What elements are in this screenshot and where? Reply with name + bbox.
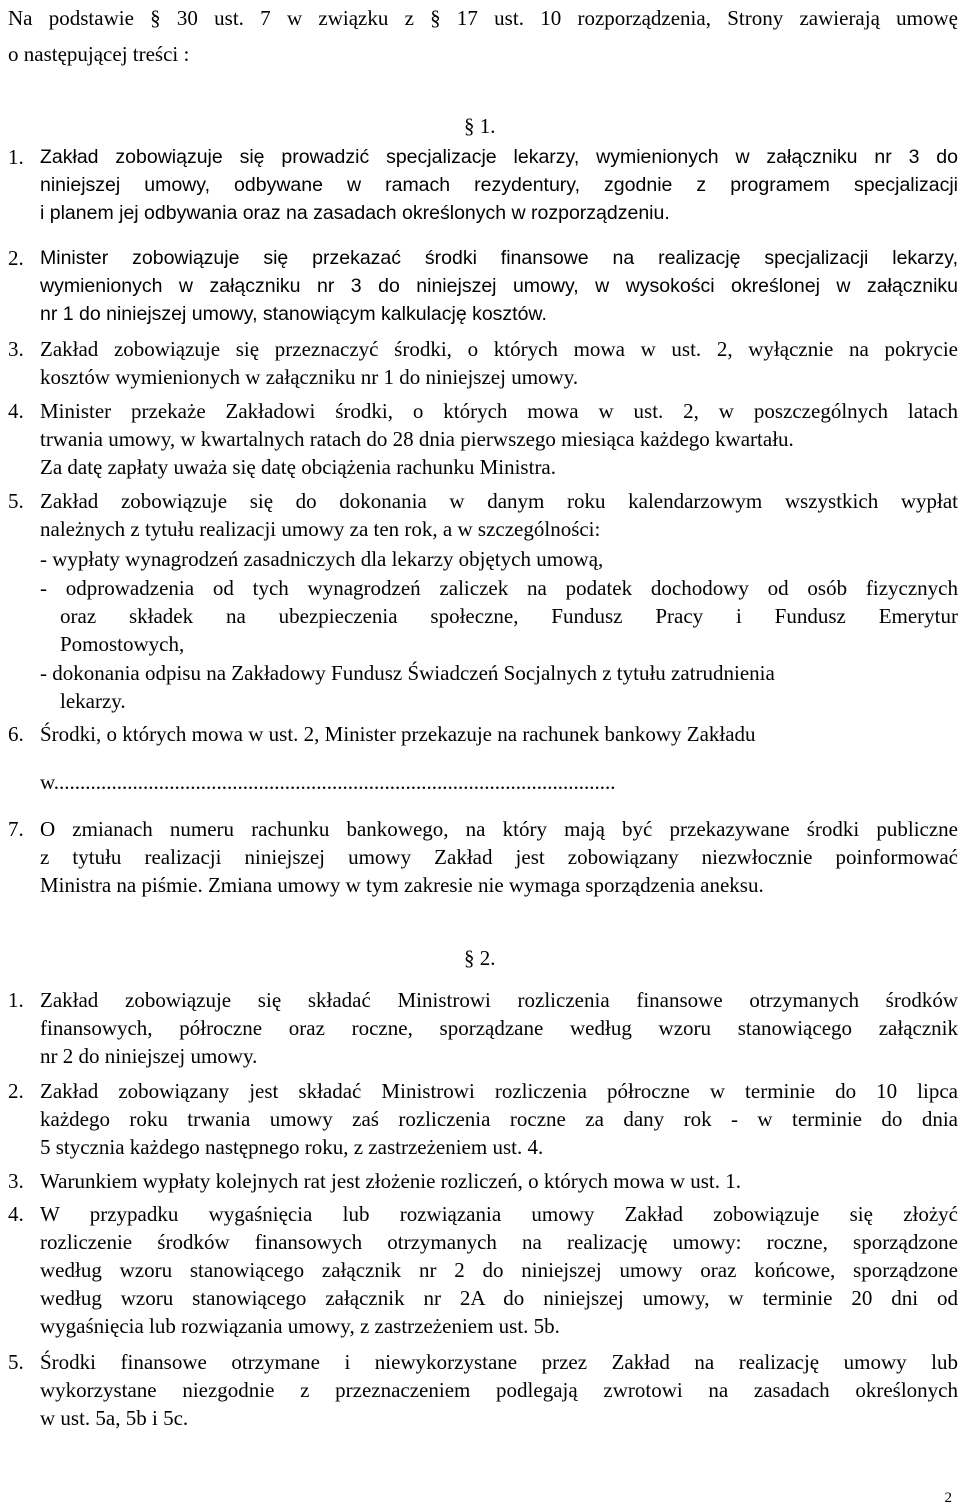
dash-item [40, 659, 958, 715]
text-line: Minister zobowiązuje się przekazać środki finansowe na realizację specjalizacji lekarzy, [40, 247, 958, 269]
dash-item [40, 574, 958, 658]
item-text [40, 1348, 958, 1432]
intro-line: o następującej treści : [8, 42, 190, 66]
text-line: Pomostowych, [60, 632, 185, 656]
intro-paragraph [8, 4, 958, 32]
item-text [40, 986, 958, 1070]
text-line: z tytułu realizacji niniejszej umowy Zakład jest zobowiązany niezwłocznie poinformować [40, 845, 958, 869]
text-line: należnych z tytułu realizacji umowy za ten rok, a w szczególności: [40, 517, 601, 541]
text-line: wykorzystane niezgodnie z przeznaczeniem podlegają zwrotowi na zasadach określonych [40, 1378, 958, 1402]
text-line: Warunkiem wypłaty kolejnych rat jest złożenie rozliczeń, o których mowa w ust. 1. [40, 1169, 742, 1193]
item-number: 5. [8, 489, 24, 513]
text-line: rozliczenie środków finansowych otrzymanych na realizację umowy: roczne, sporządzone [40, 1230, 958, 1254]
item-number: 7. [8, 817, 24, 841]
text-line: wymienionych w załączniku nr 3 do niniejszej umowy, w wysokości określonej w załączniku [40, 275, 958, 297]
text-line: Zakład zobowiązuje się prowadzić specjalizacje lekarzy, wymienionych w załączniku nr 3 do [40, 146, 958, 168]
text-line: Zakład zobowiązuje się składać Ministrowi rozliczenia finansowe otrzymanych środków [40, 988, 958, 1012]
intro-paragraph-end [8, 40, 958, 68]
text-line: Za datę zapłaty uważa się datę obciążenia rachunku Ministra. [40, 455, 557, 479]
page-number: 2 [944, 1490, 952, 1506]
item-text [40, 335, 958, 391]
text-line: i planem jej odbywania oraz na zasadach określonych w rozporządzeniu. [40, 202, 670, 224]
dash-item [40, 545, 958, 573]
section-heading-2: § 2. [464, 946, 496, 970]
item-number: 1. [8, 145, 24, 169]
bank-account-line: w........................................................................................................... [40, 770, 616, 794]
text-line: Zakład zobowiązuje się przeznaczyć środki, o których mowa w ust. 2, wyłącznie na pokrycie [40, 337, 958, 361]
item-text [40, 768, 958, 796]
text-line: lekarzy. [60, 689, 126, 713]
intro-line: Na podstawie § 30 ust. 7 w związku z § 17 ust. 10 rozporządzenia, Strony zawierają umowę [8, 6, 958, 30]
item-text [40, 720, 958, 748]
item-number: 5. [8, 1350, 24, 1374]
text-line: 5 stycznia każdego następnego roku, z zastrzeżeniem ust. 4. [40, 1135, 544, 1159]
text-line: oraz składek na ubezpieczenia społeczne, Fundusz Pracy i Fundusz Emerytur [60, 604, 958, 628]
text-line: O zmianach numeru rachunku bankowego, na który mają być przekazywane środki publiczne [40, 817, 958, 841]
text-line: Środki, o których mowa w ust. 2, Minister przekazuje na rachunek bankowy Zakładu [40, 722, 756, 746]
text-line: Zakład zobowiązuje się do dokonania w danym roku kalendarzowym wszystkich wypłat [40, 489, 958, 513]
item-number: 2. [8, 1079, 24, 1103]
item-text [40, 1200, 958, 1340]
text-line: każdego roku trwania umowy zaś rozliczenia roczne za dany rok - w terminie do dnia [40, 1107, 958, 1131]
text-line: nr 2 do niniejszej umowy. [40, 1044, 258, 1068]
item-number: 4. [8, 399, 24, 423]
text-line: według wzoru stanowiącego załącznik nr 2A do niniejszej umowy, w terminie 20 dni od [40, 1286, 958, 1310]
text-line: w ust. 5a, 5b i 5c. [40, 1406, 189, 1430]
item-number: 1. [8, 988, 24, 1012]
text-line: W przypadku wygaśnięcia lub rozwiązania umowy Zakład zobowiązuje się złożyć [40, 1202, 958, 1226]
item-text [40, 815, 958, 899]
text-line: trwania umowy, w kwartalnych ratach do 28 dnia pierwszego miesiąca każdego kwartału. [40, 427, 794, 451]
item-text [40, 143, 958, 227]
text-line: Ministra na piśmie. Zmiana umowy w tym zakresie nie wymaga sporządzenia aneksu. [40, 873, 764, 897]
text-line: nr 1 do niniejszej umowy, stanowiącym kalkulację kosztów. [40, 303, 547, 325]
item-number: 2. [8, 246, 24, 270]
text-line: - odprowadzenia od tych wynagrodzeń zaliczek na podatek dochodowy od osób fizycznych [40, 576, 958, 600]
text-line: - dokonania odpisu na Zakładowy Fundusz Świadczeń Socjalnych z tytułu zatrudnienia [40, 661, 775, 685]
text-line: Środki finansowe otrzymane i niewykorzystane przez Zakład na realizację umowy lub [40, 1350, 958, 1374]
text-line: - wypłaty wynagrodzeń zasadniczych dla lekarzy objętych umową, [40, 547, 604, 571]
text-line: wygaśnięcia lub rozwiązania umowy, z zastrzeżeniem ust. 5b. [40, 1314, 560, 1338]
text-line: niniejszej umowy, odbywane w ramach rezydentury, zgodnie z programem specjalizacji [40, 174, 958, 196]
item-number: 4. [8, 1202, 24, 1226]
item-text [40, 244, 958, 328]
section-heading-1: § 1. [464, 114, 496, 138]
item-text [40, 1077, 958, 1161]
item-number: 6. [8, 722, 24, 746]
text-line: Minister przekaże Zakładowi środki, o których mowa w ust. 2, w poszczególnych latach [40, 399, 958, 423]
text-line: według wzoru stanowiącego załącznik nr 2 do niniejszej umowy oraz końcowe, sporządzone [40, 1258, 958, 1282]
item-text [40, 1167, 958, 1195]
text-line: finansowych, półroczne oraz roczne, sporządzane według wzoru stanowiącego załącznik [40, 1016, 958, 1040]
item-number: 3. [8, 337, 24, 361]
item-text [40, 487, 958, 543]
text-line: Zakład zobowiązany jest składać Ministrowi rozliczenia półroczne w terminie do 10 lipca [40, 1079, 958, 1103]
item-text [40, 397, 958, 481]
text-line: kosztów wymienionych w załączniku nr 1 do niniejszej umowy. [40, 365, 579, 389]
item-number: 3. [8, 1169, 24, 1193]
